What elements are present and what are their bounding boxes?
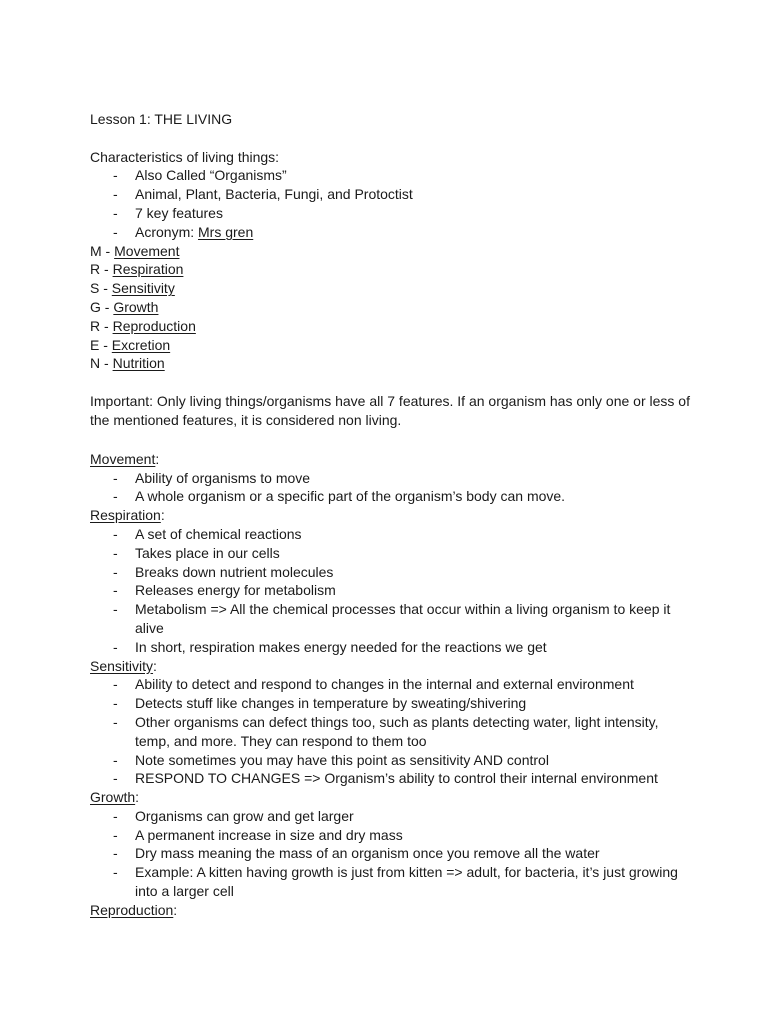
list-item-text: Also Called “Organisms” xyxy=(135,167,287,184)
spacer xyxy=(90,129,690,148)
list-item xyxy=(90,638,690,657)
acronym-letter: N xyxy=(90,355,101,372)
acronym-word: Respiration xyxy=(112,261,184,278)
section-heading-text: Movement xyxy=(90,450,156,467)
acronym-row xyxy=(90,279,690,298)
acronym-word: Movement xyxy=(114,242,180,259)
section-heading-colon: : xyxy=(173,901,178,918)
bullet-dash: - xyxy=(113,713,118,730)
acronym-letter: E xyxy=(90,336,100,353)
acronym-separator: - xyxy=(101,242,115,259)
acronym-separator: - xyxy=(100,261,113,278)
acronym-word: Nutrition xyxy=(112,355,165,372)
list-item xyxy=(90,694,690,713)
list-item-text: RESPOND TO CHANGES => Organism’s ability to control their internal environment xyxy=(135,770,658,787)
list-item-text: Detects stuff like changes in temperature by sweating/shivering xyxy=(135,695,527,712)
list-item xyxy=(90,581,690,600)
list-item xyxy=(90,675,690,694)
bullet-dash: - xyxy=(113,563,118,580)
section-heading-text: Reproduction xyxy=(90,901,174,918)
bullet-dash: - xyxy=(113,676,118,693)
acronym-row xyxy=(90,242,690,261)
list-item-text: Example: A kitten having growth is just from kitten => adult, for bacteria, it’s just growing into a larger cell xyxy=(135,864,678,900)
list-item xyxy=(90,223,690,242)
bullet-dash: - xyxy=(113,582,118,599)
bullet-dash: - xyxy=(113,488,118,505)
bullet-dash: - xyxy=(113,544,118,561)
section-heading-colon: : xyxy=(135,789,140,806)
bullet-dash: - xyxy=(113,864,118,881)
acronym-row xyxy=(90,260,690,279)
list-item xyxy=(90,826,690,845)
bullet-dash: - xyxy=(113,204,118,221)
acronym-word: Sensitivity xyxy=(111,280,175,297)
acronym-letter: R xyxy=(90,261,101,278)
acronym-value: Mrs gren xyxy=(198,223,254,240)
acronym-row xyxy=(90,354,690,373)
list-item xyxy=(90,166,690,185)
list-item-text: A permanent increase in size and dry mass xyxy=(135,826,403,843)
bullet-dash: - xyxy=(113,525,118,542)
list-item-text: Other organisms can defect things too, such as plants detecting water, light intensity, temp, and more. They can respond to them too xyxy=(135,713,659,749)
list-item xyxy=(90,469,690,488)
section-heading-text: Respiration xyxy=(90,507,161,524)
acronym-prefix: Acronym: xyxy=(135,223,199,240)
list-item-text: Ability of organisms to move xyxy=(135,469,311,486)
bullet-dash: - xyxy=(113,167,118,184)
list-item xyxy=(90,713,690,751)
list-item-text: Releases energy for metabolism xyxy=(135,582,336,599)
list-item-text: Metabolism => All the chemical processes that occur within a living organism to keep it alive xyxy=(135,601,671,636)
bullet-dash: - xyxy=(113,845,118,862)
list-item-text: Animal, Plant, Bacteria, Fungi, and Protoctist xyxy=(135,186,413,203)
acronym-separator: - xyxy=(99,280,112,297)
bullet-dash: - xyxy=(113,223,118,240)
acronym-separator: - xyxy=(100,317,113,334)
list-item xyxy=(90,525,690,544)
list-item xyxy=(90,487,690,506)
spacer xyxy=(90,373,690,392)
section-heading-reproduction xyxy=(90,901,690,920)
list-item xyxy=(90,600,690,638)
section-heading-colon: : xyxy=(160,507,165,524)
section-heading-growth xyxy=(90,788,690,807)
bullet-dash: - xyxy=(113,638,118,655)
list-item xyxy=(90,844,690,863)
list-item-text: Dry mass meaning the mass of an organism once you remove all the water xyxy=(135,845,600,862)
list-item xyxy=(90,807,690,826)
bullet-dash: - xyxy=(113,826,118,843)
list-item-text: Note sometimes you may have this point as sensitivity AND control xyxy=(135,751,549,768)
acronym-letter: R xyxy=(90,317,101,334)
list-item-text: Ability to detect and respond to changes in the internal and external environment xyxy=(135,676,634,693)
acronym-row xyxy=(90,336,690,355)
list-item xyxy=(90,563,690,582)
bullet-dash: - xyxy=(113,186,118,203)
acronym-word: Growth xyxy=(113,298,159,315)
acronym-separator: - xyxy=(100,355,113,372)
bullet-dash: - xyxy=(113,770,118,787)
acronym-separator: - xyxy=(100,298,114,315)
section-heading-colon: : xyxy=(153,657,157,674)
acronym-separator: - xyxy=(99,336,112,353)
acronym-letter: S xyxy=(90,280,100,297)
acronym-letter: M xyxy=(90,242,102,259)
list-item xyxy=(90,769,690,788)
list-item-text: A set of chemical reactions xyxy=(135,525,302,542)
acronym-letter: G xyxy=(90,298,101,315)
section-heading-text: Growth xyxy=(90,789,136,806)
list-item xyxy=(90,204,690,223)
document-page xyxy=(90,110,690,920)
section-heading-movement xyxy=(90,450,690,469)
important-note: Important: Only living things/organisms have all 7 features. If an organism has only one or less of the mentioned features, it is considered non living. xyxy=(90,392,690,429)
list-item xyxy=(90,185,690,204)
section-heading-text: Sensitivity xyxy=(90,657,154,674)
list-item-text: Organisms can grow and get larger xyxy=(135,807,354,824)
bullet-dash: - xyxy=(113,469,118,486)
section-heading-colon: : xyxy=(155,450,160,467)
lesson-title: Lesson 1: THE LIVING xyxy=(90,111,233,127)
characteristics-heading: Characteristics of living things: xyxy=(90,148,280,165)
bullet-dash: - xyxy=(113,751,118,768)
acronym-word: Excretion xyxy=(111,336,171,353)
bullet-dash: - xyxy=(113,601,118,618)
section-heading-sensitivity xyxy=(90,657,690,676)
section-heading-respiration xyxy=(90,506,690,525)
acronym-row xyxy=(90,317,690,336)
list-item-text: Takes place in our cells xyxy=(135,544,280,561)
acronym-row xyxy=(90,298,690,317)
list-item xyxy=(90,751,690,770)
spacer xyxy=(90,431,690,450)
list-item-text: Breaks down nutrient molecules xyxy=(135,563,334,580)
list-item-text: A whole organism or a specific part of the organism’s body can move. xyxy=(135,488,566,505)
list-item xyxy=(90,544,690,563)
acronym-word: Reproduction xyxy=(112,317,196,334)
list-item xyxy=(90,863,690,901)
bullet-dash: - xyxy=(113,695,118,712)
bullet-dash: - xyxy=(113,807,118,824)
list-item-text: In short, respiration makes energy needed for the reactions we get xyxy=(135,638,547,655)
list-item-text: 7 key features xyxy=(135,204,223,221)
